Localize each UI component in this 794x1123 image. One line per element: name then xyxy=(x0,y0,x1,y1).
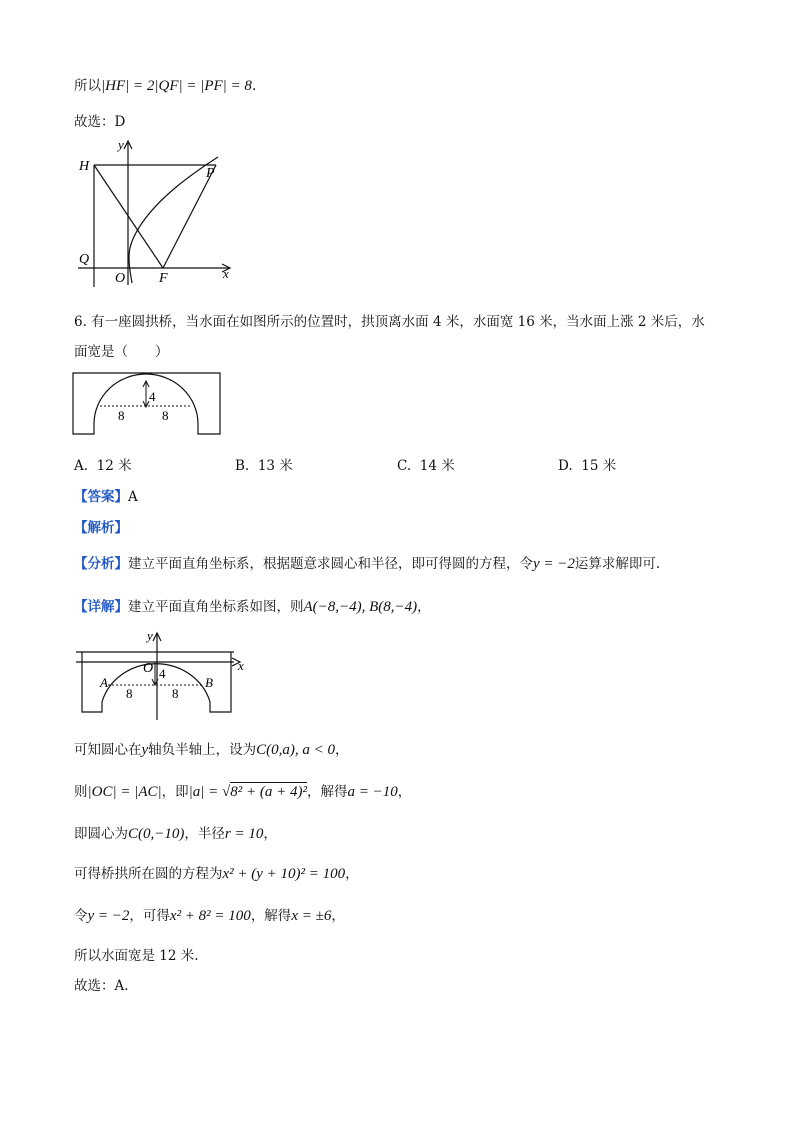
fig3-label: O xyxy=(143,661,154,676)
fig3-label: B xyxy=(205,675,213,690)
xiangjie-tag: 【详解】 xyxy=(74,599,128,615)
fig2-label: 4 xyxy=(149,389,156,404)
choose-line-1: 故选：D xyxy=(74,114,126,130)
step-1: 可知圆心在y轴负半轴上，设为C(0,a), a < 0， xyxy=(74,742,349,758)
step-3: 即圆心为C(0,−10)，半径r = 10， xyxy=(74,826,277,842)
step-7: 故选：A. xyxy=(74,978,129,994)
fig3-label: 8 xyxy=(126,686,133,701)
step-5: 令y = −2，可得x² + 8² = 100，解得x = ±6， xyxy=(74,908,345,924)
xiangjie-text: 建立平面直角坐标系如图，则 xyxy=(128,599,304,615)
answer-value: A xyxy=(128,489,138,505)
answer-tag: 【答案】 xyxy=(74,489,128,505)
fig1-parabola xyxy=(129,157,218,283)
fenxi-math: y = −2 xyxy=(533,556,575,572)
fenxi-text-after: 运算求解即可. xyxy=(574,556,661,572)
fig1-label: Q xyxy=(79,252,90,267)
fig1-label: y xyxy=(118,137,124,152)
fig1-label: H xyxy=(79,159,90,174)
fenxi-tag: 【分析】 xyxy=(74,556,128,572)
step-4: 可得桥拱所在圆的方程为x² + (y + 10)² = 100， xyxy=(74,866,359,882)
question-line-2: 面宽是（ ） xyxy=(74,344,169,360)
step-6: 所以水面宽是 12 米. xyxy=(74,948,199,964)
fig3-label: x xyxy=(238,658,244,673)
answer-line xyxy=(74,485,138,505)
parabola-figure xyxy=(70,135,240,290)
fig2-label: 8 xyxy=(162,408,169,423)
xiangjie-line xyxy=(74,595,431,616)
conclusion-line xyxy=(74,74,256,95)
xiangjie-suffix: ， xyxy=(417,599,431,615)
fig3-label: 4 xyxy=(159,666,166,681)
fig2-label: 8 xyxy=(118,408,125,423)
option-c: C. 14 米 xyxy=(397,458,455,474)
fig1-label: F xyxy=(159,271,168,286)
question-line-1: 6. 有一座圆拱桥，当水面在如图所示的位置时，拱顶离水面 4 米，水面宽 16 米，当水面上涨 2 米后，水 xyxy=(74,314,705,330)
analysis-tag: 【解析】 xyxy=(74,520,128,536)
option-d: D. 15 米 xyxy=(558,458,617,474)
bridge-figure xyxy=(72,372,222,436)
xiangjie-math: A(−8,−4), B(8,−4) xyxy=(303,599,418,615)
fig1-label: O xyxy=(115,271,126,286)
conclusion-suffix: . xyxy=(251,78,257,94)
step-2: 则|OC| = |AC|，即|a| = √8² + (a + 4)²，解得a = −10， xyxy=(74,784,412,800)
fig1-label: x xyxy=(223,266,229,281)
option-a: A. 12 米 xyxy=(74,458,132,474)
fenxi-text: 建立平面直角坐标系，根据题意求圆心和半径，即可得圆的方程，令 xyxy=(128,556,533,572)
fig3-label: A xyxy=(100,675,108,690)
analysis-line xyxy=(74,516,128,536)
fig3-label: 8 xyxy=(172,686,179,701)
fig1-label: P xyxy=(206,166,215,181)
fenxi-line xyxy=(74,552,660,573)
option-b: B. 13 米 xyxy=(235,458,293,474)
conclusion-prefix: 所以 xyxy=(74,78,101,94)
fig3-label: y xyxy=(147,628,153,643)
conclusion-math: |HF| = 2|QF| = |PF| = 8 xyxy=(101,78,252,94)
bridge-coordinate-figure xyxy=(74,630,254,722)
